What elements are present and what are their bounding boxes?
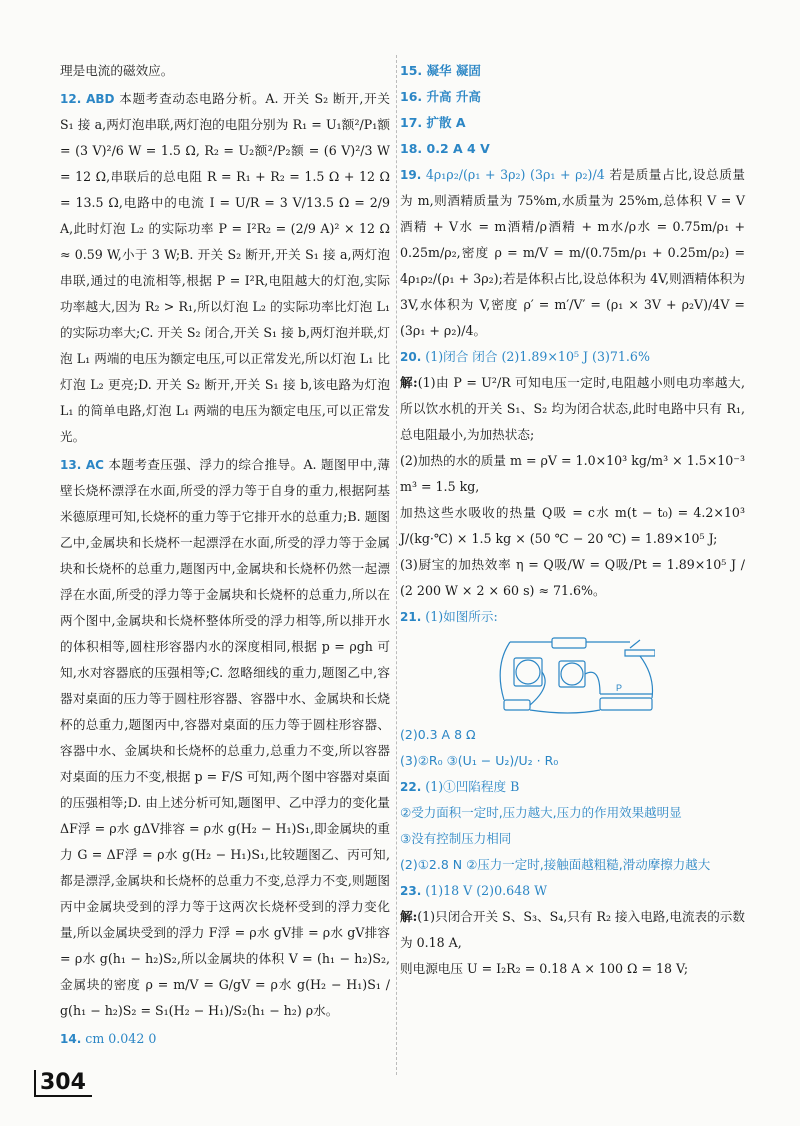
q12-text-2: R₂ = U₂额²/P₂额 = (6 V)²/3 W = 12 Ω,串联后的总电阻 R = R₁ + R₂ = 1.5 Ω + 12 Ω = 13.5 Ω,电路中的电流 I = U/R = 3 V/13.5 Ω = 2/9 A,此时灯泡 L₂ 的实际功率 P = I²R₂ = (2/9 A)² × 12 Ω ≈ 0.59 W,小于 3 W;B. 开关 S₂ 断开,开关 S₁ 接 a,两灯泡串联,通过的电流相等,根据 P = I²R,电阻越大的灯泡,实际功率越大,因为 R₂ > R₁,所以灯泡 L₂ 的实际功率比灯泡 L₁ 的实际功率大;C. 开关 S₂ 闭合,开关 S₁ 接 b,两灯泡并联,灯泡 L₁ 两端的电压为额定电压,可以正常发光,所以灯泡 L₁ 比灯泡 L₂ 更亮;D. 开关 S₂ 断开,开关 S₁ 接 b,该电路为灯泡 L₁ 的简单电路,灯泡 L₁ 两端的电压为额定电压,可以正常发光。 — [60, 143, 390, 444]
question-19 — [400, 162, 745, 344]
q21-number: 21. — [400, 610, 422, 624]
q14-number: 14. — [60, 1032, 82, 1046]
resistor-icon — [504, 700, 530, 710]
q22-answer-1: (1)①凹陷程度 B — [425, 779, 520, 794]
q21-answer-2: (2)0.3 A 8 Ω — [400, 727, 476, 742]
q22-answer-4: (2)①2.8 N ②压力一定时,接触面越粗糙,滑动摩擦力越大 — [400, 857, 711, 872]
wire — [585, 672, 600, 694]
rheostat-label: P — [616, 683, 623, 693]
q22-answer-3: ③没有控制压力相同 — [400, 831, 512, 846]
q22-answer-2: ②受力面积一定时,压力越大,压力的作用效果越明显 — [400, 805, 682, 820]
question-22 — [400, 774, 745, 800]
q19-answer: 4ρ₁ρ₂/(ρ₁ + 3ρ₂) (3ρ₁ + ρ₂)/4 — [425, 167, 605, 182]
q23-number: 23. — [400, 884, 422, 898]
battery-icon — [552, 638, 586, 648]
q16-answer: 16. 升高 升高 — [400, 89, 481, 104]
q21-answer-3: (3)②R₀ ③(U₁ − U₂)/U₂ · R₀ — [400, 753, 559, 768]
right-column — [400, 58, 745, 982]
q23-text-1: (1)只闭合开关 S、S₃、S₄,只有 R₂ 接入电路,电流表的示数为 0.18 A, — [400, 909, 745, 950]
q17-answer: 17. 扩散 A — [400, 115, 466, 130]
q23-jie-label: 解: — [400, 909, 418, 924]
question-20 — [400, 344, 745, 370]
q20-text-2: (2)加热的水的质量 m = ρV = 1.0×10³ kg/m³ × 1.5×10⁻³ m³ = 1.5 kg, — [400, 453, 745, 494]
q20-number: 20. — [400, 350, 422, 364]
question-21 — [400, 604, 745, 630]
question-13 — [60, 452, 390, 1024]
wire — [530, 710, 600, 713]
q13-answer: 13. AC — [60, 458, 104, 472]
wire — [640, 656, 653, 698]
q20-text-3: 加热这些水吸收的热量 Q吸 = c水 m(t − t₀) = 4.2×10³ J/(kg·℃) × 1.5 kg × (50 ℃ − 20 ℃) = 1.89×10⁵ J; — [400, 505, 745, 546]
q19-number: 19. — [400, 168, 422, 182]
ammeter-body — [559, 661, 585, 687]
q14-answer: cm 0.042 0 — [85, 1031, 157, 1046]
voltmeter-body — [514, 658, 542, 686]
q21-answer-1: (1)如图所示: — [425, 609, 498, 624]
q20-text-4: (3)厨宝的加热效率 η = Q吸/W = Q吸/Pt = 1.89×10⁵ J / (2 200 W × 2 × 60 s) ≈ 71.6%。 — [400, 557, 745, 598]
q20-text-1: (1)由 P = U²/R 可知电压一定时,电阻越小则电功率越大,所以饮水机的开关 S₁、S₂ 均为闭合状态,此时电路中只有 R₁,总电阻最小,为加热状态; — [400, 375, 745, 442]
question-23 — [400, 878, 745, 904]
q23-text-2: 则电源电压 U = I₂R₂ = 0.18 A × 100 Ω = 18 V; — [400, 961, 689, 976]
q20-jie-label: 解: — [400, 375, 418, 390]
left-column — [60, 58, 390, 1052]
q22-number: 22. — [400, 780, 422, 794]
q20-answer: (1)闭合 闭合 (2)1.89×10⁵ J (3)71.6% — [425, 349, 650, 364]
rheostat-icon — [600, 698, 652, 710]
q19-text: 若是质量占比,设总质量为 m,则酒精质量为 75%m,水质量为 25%m,总体积 V = V酒精 + V水 = m酒精/ρ酒精 + m水/ρ水 = 0.75m/ρ₁ + 0.25m/ρ₂,密度 ρ = m/V = m/(0.75m/ρ₁ + 0.25m/ρ₂) = 4ρ₁ρ₂/(ρ₁ + 3ρ₂);若是体积占比,设总体积为 4V,则酒精体积为 3V,水体积为 V,密度 ρ′ = m′/V′ = (ρ₁ × 3V + ρ₂V)/4V = (3ρ₁ + ρ₂)/4。 — [400, 167, 745, 338]
q20-solution-1 — [400, 370, 745, 448]
q12-text-1: 本题考查动态电路分析。A. 开关 S₂ 断开,开关 S₁ 接 a,两灯泡串联,两灯泡的电阻分别为 R₁ = U₁额²/P₁额 = (3 V)²/6 W = 1.5 Ω, — [60, 91, 390, 158]
q18-answer: 18. 0.2 A 4 V — [400, 141, 490, 156]
q15-answer: 15. 凝华 凝固 — [400, 63, 481, 78]
circuit-diagram — [490, 636, 655, 718]
text-intro: 理是电流的磁效应。 — [60, 63, 174, 78]
column-divider — [396, 55, 398, 1075]
wire — [530, 672, 545, 705]
wire — [500, 642, 510, 700]
page-number: 304 — [34, 1070, 92, 1097]
q23-answer: (1)18 V (2)0.648 W — [425, 883, 548, 898]
voltmeter-icon — [516, 660, 540, 684]
ammeter-icon — [561, 663, 583, 685]
question-12 — [60, 86, 390, 450]
q23-solution-1 — [400, 904, 745, 956]
q13-text: 本题考查压强、浮力的综合推导。A. 题图甲中,薄壁长烧杯漂浮在水面,所受的浮力等于自身的重力,根据阿基米德原理可知,长烧杯的重力等于它排开水的总重力;B. 题图乙中,金属块和长烧杯一起漂浮在水面,所受的浮力等于金属块和长烧杯的总重力,题图丙中,金属块和长烧杯仍然一起漂浮在水面,所受的浮力等于金属块和长烧杯的总重力,所以在两个图中,金属块和长烧杯整体所受的浮力相等,所以排开水的体积相等,圆柱形容器内水的深度相同,根据 p = ρgh 可知,水对容器底的压强相等;C. 忽略细线的重力,题图乙中,容器对桌面的压力等于圆柱形容器、容器中水、金属块和长烧杯的总重力,题图丙中,容器对桌面的压力等于圆柱形容器、容器中水、金属块和长烧杯的总重力,总重力不变,所以容器对桌面的压力不变,根据 p = F/S 可知,两个图中容器对桌面的压强相等;D. 由上述分析可知,题图甲、乙中浮力的变化量 ΔF浮 = ρ水 gΔV排容 = ρ水 g(H₂ − H₁)S₁,即金属块的重力 G = ΔF浮 = ρ水 g(H₂ − H₁)S₁,比较题图乙、丙可知,都是漂浮,金属块和长烧杯的总重力不变,总浮力不变,则题图丙中金属块受到的浮力等于这两次长烧杯受到的浮力变化量,所以金属块受到的浮力 F浮 = ρ水 gV排 = ρ水 gV排容 = ρ水 g(h₁ − h₂)S₂,所以金属块的体积 V = (h₁ − h₂)S₂,金属块的密度 ρ = m/V = G/gV = ρ水 g(H₂ − H₁)S₁ / g(h₁ − h₂)S₂ = S₁(H₂ − H₁)/S₂(h₁ − h₂) ρ水。 — [60, 457, 390, 1018]
q12-answer: 12. ABD — [60, 92, 115, 106]
question-14 — [60, 1026, 390, 1052]
